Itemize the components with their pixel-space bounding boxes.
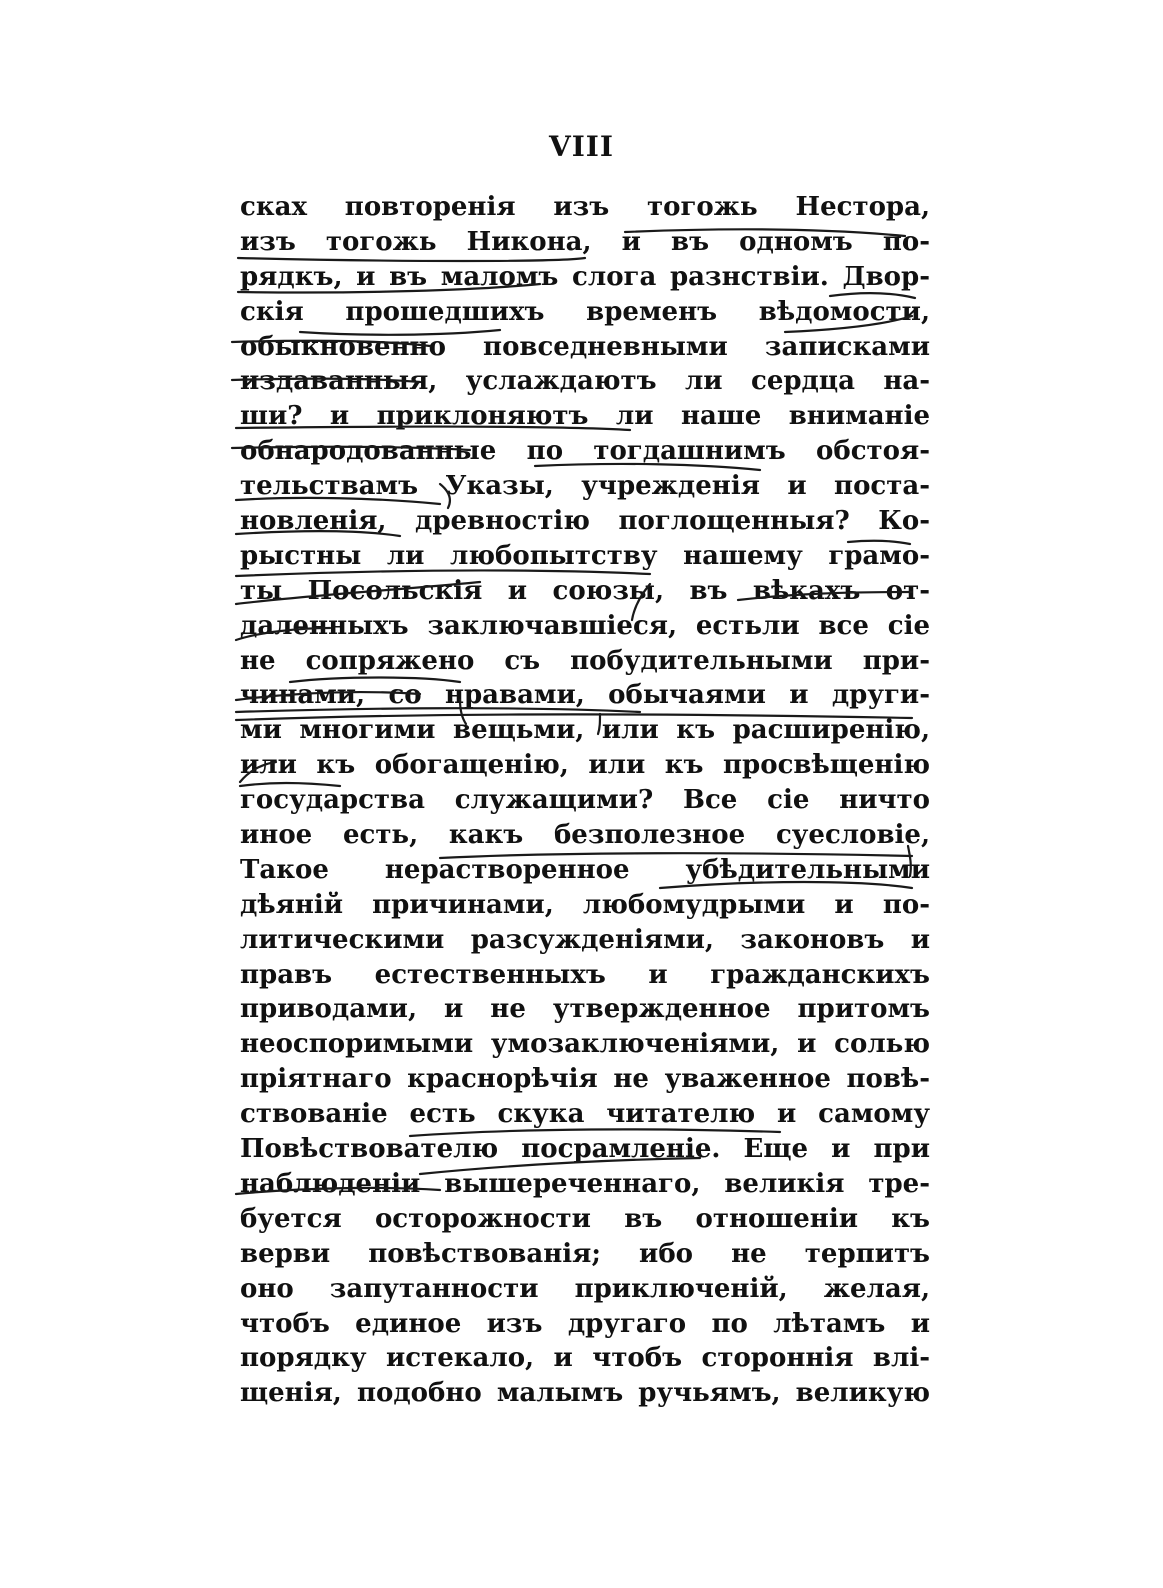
- text-line: оно запутанности приключеній, желая,: [240, 1273, 930, 1304]
- text-line: пріятнаго краснорѣчія не уваженное повѣ-: [240, 1064, 930, 1095]
- text-line: новленія, древностію поглощенныя? Ко-: [240, 506, 930, 537]
- text-line: тельствамъ Указы, учрежденія и поста-: [240, 471, 930, 502]
- text-line: литическими разсужденіями, законовъ и: [240, 924, 930, 955]
- text-line: приводами, и не утвержденное притомъ: [240, 994, 930, 1025]
- text-line: скія прошедшихъ временъ вѣдомости,: [240, 296, 930, 327]
- text-line: дѣяній причинами, любомудрыми и по-: [240, 889, 930, 920]
- text-line: обыкновенно повседневными записками: [240, 331, 930, 362]
- text-line: наблюденіи вышереченнаго, великія тре-: [240, 1168, 930, 1199]
- text-line: государства служащими? Все сіе ничто: [240, 785, 930, 816]
- text-line: ми многими вещьми, или къ расширенію,: [240, 715, 930, 746]
- text-line: чинами, со нравами, обычаями и други-: [240, 680, 930, 711]
- text-line: рядкъ, и въ маломъ слога разнствіи. Двор-: [240, 261, 930, 292]
- text-line: правъ естественныхъ и гражданскихъ: [240, 959, 930, 990]
- text-line: ствованіе есть скука читателю и самому: [240, 1099, 930, 1130]
- text-line: иное есть, какъ безполезное суесловіе,: [240, 820, 930, 851]
- body-text: [240, 190, 930, 1411]
- text-line: изъ тогожь Никона, и въ одномъ по-: [240, 226, 930, 257]
- text-line: Такое нерастворенное убѣдительными: [240, 854, 930, 885]
- text-line: рыстны ли любопытству нашему грамо-: [240, 540, 930, 571]
- text-line: издаванныя, услаждаютъ ли сердца на-: [240, 366, 930, 397]
- text-line: сках повторенія изъ тогожь Нестора,: [240, 192, 930, 222]
- text-line: неоспоримыми умозаключеніями, и солью: [240, 1029, 930, 1060]
- text-line: ты Посольскія и союзы, въ вѣкахъ от-: [240, 575, 930, 606]
- text-line: ши? и приклоняютъ ли наше вниманіе: [240, 401, 930, 432]
- page-number: VIII: [548, 130, 615, 163]
- text-line: не сопряжено съ побудительными при-: [240, 645, 930, 676]
- text-line: чтобъ единое изъ другаго по лѣтамъ и: [240, 1308, 930, 1339]
- text-line: даленныхъ заключавшіеся, естьли все сіе: [240, 610, 930, 641]
- text-line: обнародованные по тогдашнимъ обстоя-: [240, 436, 930, 467]
- text-line: порядку истекало, и чтобъ стороннія влі-: [240, 1343, 930, 1374]
- text-line: Повѣствователю посрамленіе. Еще и при: [240, 1134, 930, 1165]
- text-line: щенія, подобно малымъ ручьямъ, великую: [240, 1378, 930, 1409]
- text-line: или къ обогащенію, или къ просвѣщенію: [240, 750, 930, 781]
- text-line: буется осторожности въ отношеніи къ: [240, 1203, 930, 1234]
- text-line: верви повѣствованія; ибо не терпитъ: [240, 1238, 930, 1269]
